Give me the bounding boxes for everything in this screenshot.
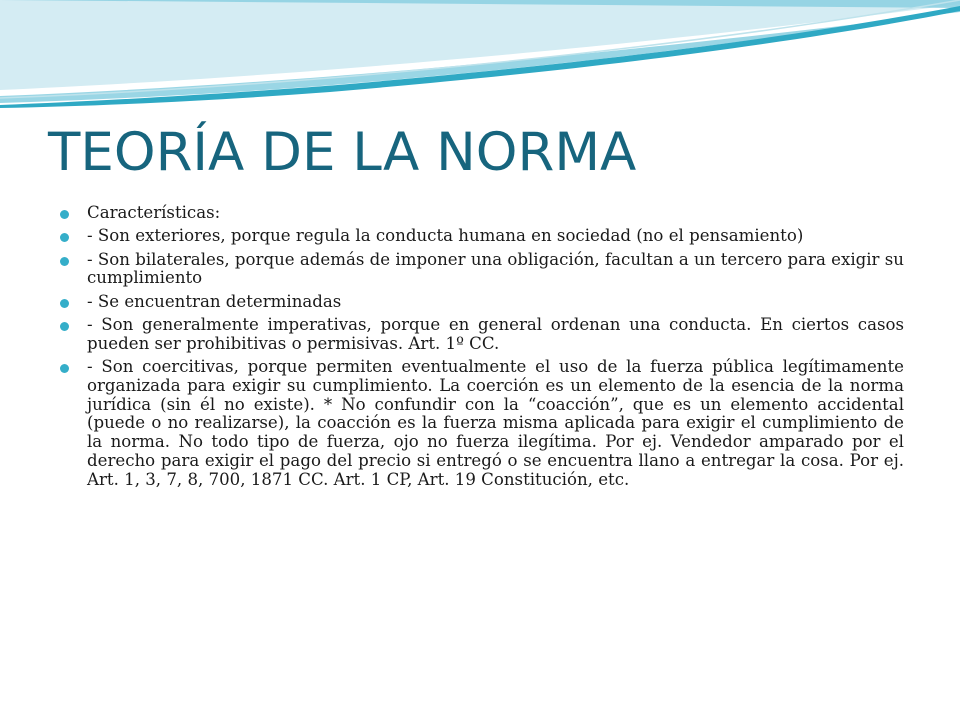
bullet-dot-icon [60, 322, 69, 331]
bullet-text: - Son exteriores, porque regula la conducta humana en sociedad (no el pensamiento) [87, 226, 804, 246]
wave-header-icon [0, 0, 960, 110]
bullet-item [60, 204, 904, 223]
bullet-dot-icon [60, 364, 69, 373]
bullet-item [60, 227, 904, 246]
slide-title: TEORÍA DE LA NORMA [48, 122, 637, 183]
bullet-item [60, 293, 904, 312]
bullet-dot-icon [60, 257, 69, 266]
bullet-dot-icon [60, 233, 69, 242]
bullet-item [60, 358, 904, 489]
bullet-text: - Son bilaterales, porque además de imponer una obligación, facultan a un tercero para exigir su cumplimiento [87, 249, 904, 288]
bullet-text: Características: [87, 203, 221, 222]
bullet-list [60, 204, 904, 494]
bullet-text: - Se encuentran determinadas [87, 291, 342, 311]
bullet-text: - Son coercitivas, porque permiten eventualmente el uso de la fuerza pública legítimamente organizada para exigir su cumplimiento. La coerción es un elemento de la esencia de la norma jurídica (sin él no existe). * No confundir con la “coacción”, que es un elemento accidental (puede o no realizarse), la coacción es la fuerza misma aplicada para exigir el cumplimiento de la norma. No todo tipo de fuerza, ojo no fuerza ilegítima. Por ej. Vendedor amparado por el derecho para exigir el pago del precio si entregó o se encuentra llano a entregar la cosa. Por ej. Art. 1, 3, 7, 8, 700, 1871 CC. Art. 1 CP, Art. 19 Constitución, etc. [87, 357, 904, 489]
bullet-item [60, 316, 904, 353]
bullet-item [60, 251, 904, 288]
bullet-dot-icon [60, 299, 69, 308]
bullet-dot-icon [60, 210, 69, 219]
bullet-text: - Son generalmente imperativas, porque en general ordenan una conducta. En ciertos casos pueden ser prohibitivas o permisivas. Art. 1º CC. [87, 315, 904, 353]
